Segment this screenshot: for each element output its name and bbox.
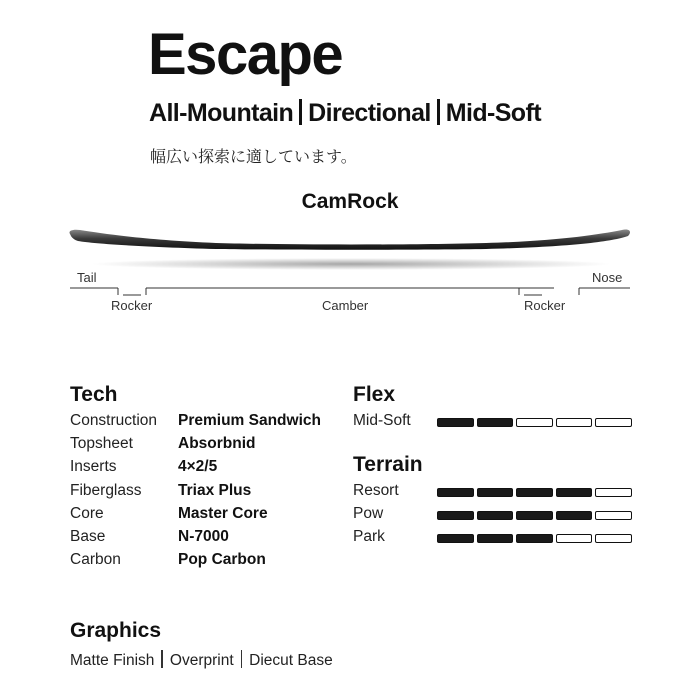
rating-segment [556,418,593,427]
tech-label: Topsheet [70,435,133,452]
rating-segment [556,511,593,520]
rating-segment [595,534,632,543]
profile-nose-label: Nose [592,270,623,285]
profile-segment-camber: Camber [322,298,369,313]
board-profile-graphic [66,220,636,276]
rating-segment [477,534,514,543]
subtitle-terrain: All-Mountain [149,99,294,127]
rating-segment [516,511,553,520]
tech-label: Construction [70,412,158,429]
profile-segment-rocker-tail: Rocker [111,298,153,313]
tech-value: Triax Plus [178,482,252,499]
rating-segment [477,418,514,427]
tech-value: Pop Carbon [178,551,266,568]
subtitle-separator [437,99,440,125]
terrain-rating-bar [437,534,632,543]
tech-value: 4×2/5 [178,458,218,475]
flex-label: Mid-Soft [353,412,411,429]
tech-value: Absorbnid [178,435,256,452]
tech-value: Master Core [178,505,268,522]
board-shape [69,229,630,249]
rating-segment [437,488,474,497]
product-subtitle [149,99,541,128]
rating-segment [595,488,632,497]
terrain-rating-bar [437,488,632,497]
tech-label: Fiberglass [70,482,142,499]
rating-segment [595,511,632,520]
rating-segment [516,534,553,543]
rating-segment [516,418,553,427]
flex-rating-bar [437,418,632,427]
rating-segment [477,488,514,497]
flex-heading: Flex [353,383,396,406]
tech-label: Base [70,528,106,545]
rating-segment [556,488,593,497]
rating-segment [595,418,632,427]
rating-segment [437,511,474,520]
profile-title: CamRock [301,190,399,213]
terrain-label: Resort [353,482,399,499]
terrain-label: Park [353,528,385,545]
graphics-feature: Matte Finish [70,652,155,669]
terrain-heading: Terrain [353,453,423,476]
tech-value: N-7000 [178,528,229,545]
rating-segment [437,534,474,543]
profile-segment-rocker-nose: Rocker [524,298,566,313]
terrain-rating-bar [437,511,632,520]
subtitle-shape: Directional [308,99,431,127]
tech-label: Carbon [70,551,121,568]
tech-value: Premium Sandwich [178,412,321,429]
profile-segment-lines [68,283,633,299]
graphics-heading: Graphics [70,619,162,642]
terrain-label: Pow [353,505,384,522]
rating-segment [516,488,553,497]
product-description: 幅広い探索に適しています。 [150,147,357,166]
profile-tail-label: Tail [77,270,97,285]
graphics-separator [161,650,163,668]
subtitle-flex: Mid-Soft [445,99,541,127]
rating-segment [437,418,474,427]
tech-heading: Tech [70,383,118,406]
rating-segment [556,534,593,543]
tech-label: Inserts [70,458,117,475]
graphics-feature: Overprint [169,652,234,669]
tech-label: Core [70,505,104,522]
rating-segment [477,511,514,520]
graphics-features [70,650,333,670]
graphics-separator [241,650,243,668]
product-title: Escape [148,22,343,87]
subtitle-separator [299,99,302,125]
graphics-feature: Diecut Base [249,652,333,669]
